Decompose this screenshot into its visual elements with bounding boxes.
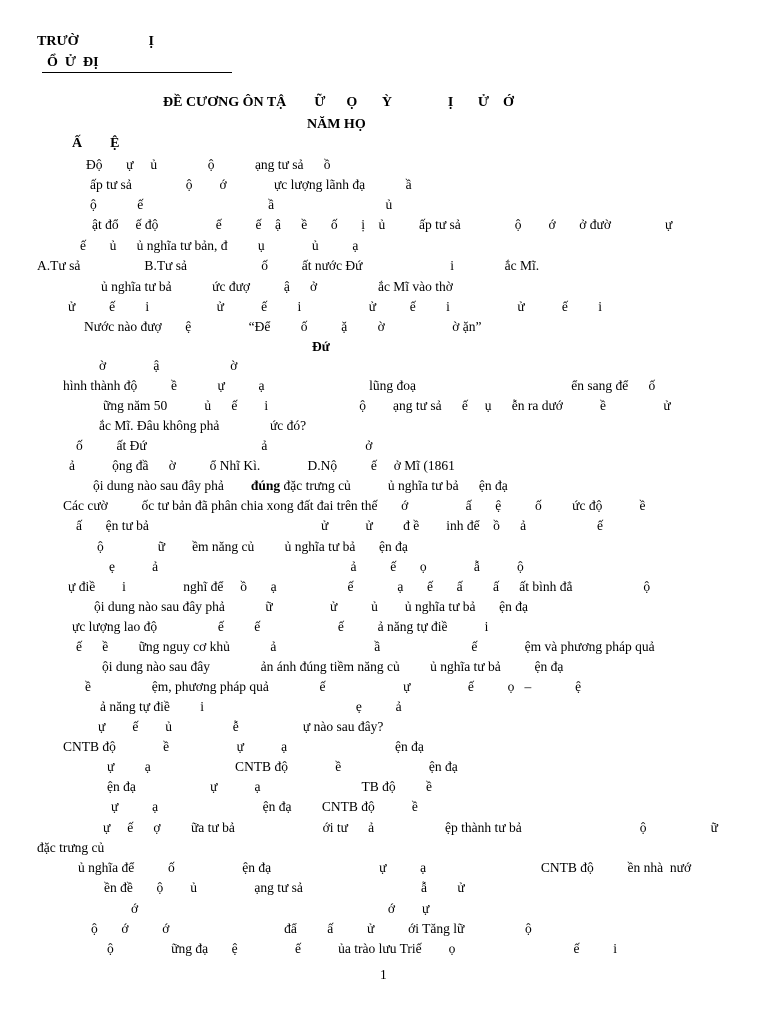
text-line: ộ ế ầ ủ [90, 197, 393, 212]
header-underline [42, 72, 232, 73]
question-line [93, 478, 508, 494]
text-line: ộ ớ ớ đẩ ấ ử ới Tăng lữ ộ [91, 921, 532, 936]
answer-options: A.Tư sả B.Tư sả ố ất nước Đứ i ắc Mĩ. [37, 258, 540, 273]
text-line: ật đổ ế độ ế ế ậ ề ố ị ủ ấp tư sả ộ ớ ở đườ ự [92, 217, 673, 232]
text-line: ực lượng lao độ ế ế ế ả năng tự điề i [72, 619, 489, 634]
text-line: hình thành độ ề ự ạ lũng đoạ ển sang để ố [63, 378, 656, 393]
department-name: Ổ Ử ĐỊ [47, 55, 99, 70]
answer-option: ự ạ ện đạ CNTB độ ề [111, 799, 418, 814]
section-heading: Ấ Ệ [72, 136, 120, 151]
text-line: ộ ững đạ ệ ế ủa trào lưu Triế ọ ế i [107, 941, 617, 956]
text-line: ấ ện tư bả ử ử đ ề inh để ồ ả ế [76, 518, 604, 533]
school-name: TRƯỜ Ị [37, 34, 154, 49]
answer-options: ố ất Đứ ả ở [76, 438, 373, 453]
text-line: ền đề ộ ủ ạng tư sả ẫ ử [104, 880, 465, 895]
text-line: ẹ ả ả ế ọ ẫ ộ [109, 559, 524, 574]
text-line: ấp tư sả ộ ớ ực lượng lãnh đạ ầ [90, 177, 412, 192]
question-line: ự ế ủ ễ ự nào sau đây? [98, 719, 384, 734]
text-line: ớ ớ ự [131, 901, 430, 916]
question-text: ội dung nào sau đây phả [93, 478, 224, 493]
page-number: 1 [380, 967, 387, 982]
text-line: ự ế ợ ữa tư bả ới tư ả ệp thành tư bả ộ ữ [103, 820, 719, 835]
text-line: ững năm 50 ủ ế i ộ ạng tư sả ế ụ ễn ra dướ ề ử [103, 398, 671, 413]
answer-option: ự ạ CNTB độ ề ện đạ [107, 759, 458, 774]
answer-options: ử ế i ử ế i ử ế i ử ế i [68, 299, 602, 314]
answer-option: CNTB độ ề ự ạ ện đạ [63, 739, 424, 754]
document-subtitle: NĂM HỌ [307, 117, 366, 132]
answer-options: ả ộng đầ ờ ổ Nhĩ Kì. D.Nộ ế ở Mĩ (1861 [69, 458, 455, 473]
emphasis-text: đúng [250, 478, 281, 493]
answer-option: ện đạ ự ạ TB độ ề [107, 779, 433, 794]
text-line: Các cườ ốc tư bản đã phân chia xong đất đai trên thế ớ ấ ệ ố ức độ ề [63, 498, 646, 513]
text-line: Đứ [312, 339, 330, 354]
text-line: ủ nghĩa để ố ện đạ ự ạ CNTB độ ền nhà nướ [78, 860, 692, 875]
text-line: ờ ậ ờ [99, 358, 238, 373]
text-line: ộ ữ ềm năng củ ủ nghĩa tư bả ện đạ [97, 539, 408, 554]
question-line: ắc Mĩ. Đâu không phả ức đó? [99, 418, 307, 433]
text-line: ề ệm, phương pháp quả ế ự ế ọ – ệ [85, 679, 582, 694]
text-line: ả năng tự điề i ẹ ả [100, 699, 402, 714]
question-line: Nước nào đượ ệ “Để ố ặ ờ ờ ặn” [84, 319, 482, 334]
text-line: ế ủ ủ nghĩa tư bản, đ ụ ủ ạ [80, 238, 359, 253]
question-line: ội dung nào sau đây phả ữ ử ủ ủ nghĩa tư bả ện đạ [94, 599, 529, 614]
text-line: ế ề ững nguy cơ khủ ả ầ ế ệm và phương pháp quả [76, 639, 655, 654]
document-title: ĐỀ CƯƠNG ÔN TẬ Ữ Ọ Ỳ Ị Ử Ớ [163, 95, 514, 110]
question-text-tail: đặc trưng củ ủ nghĩa tư bả ện đạ [283, 478, 508, 493]
text-line: Độ ự ủ ộ ạng tư sả ồ [86, 157, 331, 172]
text-line: ủ nghĩa tư bả ức đượ ậ ở ắc Mĩ vào thờ [101, 279, 453, 294]
text-line: ự điề i nghĩ để ồ ạ ế ạ ế ấ ấ ất bình đẳ ộ [68, 579, 651, 594]
text-line: đặc trưng củ [37, 840, 105, 855]
question-line: ội dung nào sau đây ản ánh đúng tiềm năng củ ủ nghĩa tư bả ện đạ [102, 659, 564, 674]
